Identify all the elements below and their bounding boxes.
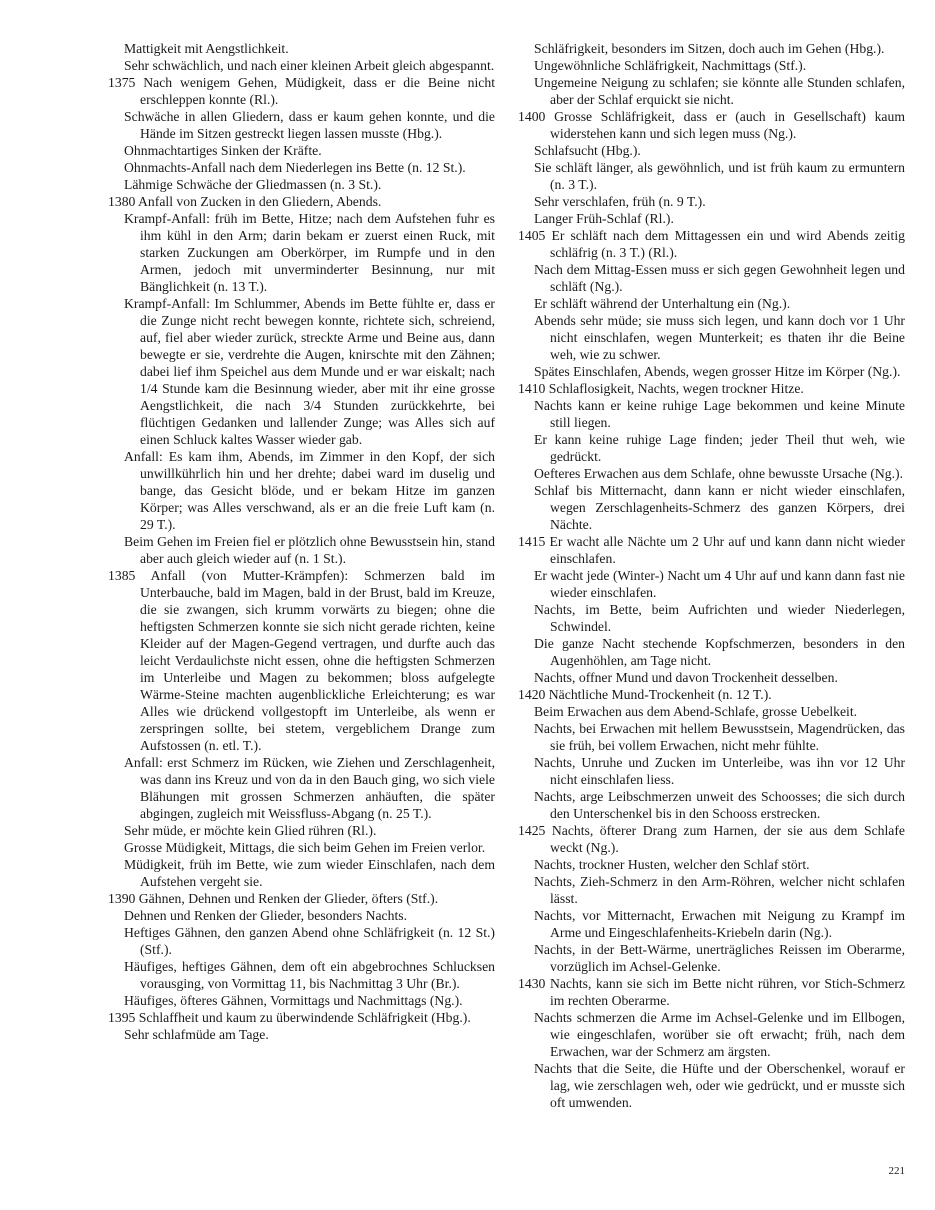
entry-text: Er wacht alle Nächte um 2 Uhr auf und kann dann nicht wieder einschlafen. bbox=[549, 534, 905, 566]
symptom-entry bbox=[518, 975, 905, 1009]
entry-number: 1410 bbox=[518, 381, 546, 396]
page-number: 221 bbox=[888, 1165, 905, 1177]
symptom-entry bbox=[108, 108, 495, 142]
symptom-entry bbox=[108, 907, 495, 924]
entry-number: 1375 bbox=[108, 75, 136, 90]
symptom-entry bbox=[108, 142, 495, 159]
symptom-entry bbox=[518, 465, 905, 482]
symptom-entry bbox=[518, 703, 905, 720]
entry-text: Beim Erwachen aus dem Abend-Schlafe, grosse Uebelkeit. bbox=[534, 704, 858, 719]
symptom-entry bbox=[518, 856, 905, 873]
symptom-entry bbox=[518, 907, 905, 941]
symptom-entry bbox=[108, 567, 495, 754]
entry-text: Grosse Schläfrigkeit, dass er (auch in Gesellschaft) kaum widerstehen kann und sich legen muss (Ng.). bbox=[550, 109, 905, 141]
symptom-entry bbox=[108, 57, 495, 74]
entry-text: Er schläft nach dem Mittagessen ein und wird Abends zeitig schläfrig (n. 3 T.) (Rl.). bbox=[550, 228, 906, 260]
entry-text: Sie schläft länger, als gewöhnlich, und ist früh kaum zu ermuntern (n. 3 T.). bbox=[534, 160, 905, 192]
entry-text: Nachts schmerzen die Arme im Achsel-Gelenke und im Ellbogen, wie eingeschlafen, worüber sie oft erwacht; früh, nach dem Erwachen, war der Schmerz am ärgsten. bbox=[534, 1010, 905, 1059]
symptom-entry bbox=[518, 754, 905, 788]
entry-text: Schlaf bis Mitternacht, dann kann er nicht wieder einschlafen, wegen Zerschlagenheits-Schmerz des ganzen Körpers, drei Nächte. bbox=[534, 483, 905, 532]
symptom-entry bbox=[518, 380, 905, 397]
entry-text: Nachts, kann sie sich im Bette nicht rühren, vor Stich-Schmerz im rechten Oberarme. bbox=[549, 976, 906, 1008]
symptom-entry bbox=[518, 363, 905, 380]
right-column bbox=[518, 40, 905, 1111]
symptom-entry bbox=[108, 533, 495, 567]
symptom-entry bbox=[108, 295, 495, 448]
entry-text: Nachts that die Seite, die Hüfte und der Oberschenkel, worauf er lag, wie zerschlagen weh, oder wie gedrückt, und er musste sich oft umwenden. bbox=[534, 1061, 905, 1110]
symptom-entry bbox=[518, 40, 905, 57]
entry-text: Die ganze Nacht stechende Kopfschmerzen, besonders in den Augenhöhlen, am Tage nicht. bbox=[534, 636, 905, 668]
entry-text: Ungemeine Neigung zu schlafen; sie könnte alle Stunden schlafen, aber der Schlaf erquickt sie nicht. bbox=[534, 75, 905, 107]
symptom-entry bbox=[108, 958, 495, 992]
symptom-entry bbox=[518, 227, 905, 261]
symptom-entry bbox=[518, 193, 905, 210]
symptom-entry bbox=[518, 822, 905, 856]
symptom-entry bbox=[518, 142, 905, 159]
entry-number: 1385 bbox=[108, 568, 136, 583]
symptom-entry bbox=[108, 839, 495, 856]
symptom-entry bbox=[518, 74, 905, 108]
entry-text: Sehr schlafmüde am Tage. bbox=[124, 1027, 269, 1042]
entry-number: 1425 bbox=[518, 823, 546, 838]
entry-text: Schlaflosigkeit, Nachts, wegen trockner Hitze. bbox=[548, 381, 804, 396]
entry-text: Er schläft während der Unterhaltung ein (Ng.). bbox=[534, 296, 791, 311]
symptom-entry bbox=[518, 788, 905, 822]
entry-text: Ungewöhnliche Schläfrigkeit, Nachmittags (Stf.). bbox=[534, 58, 807, 73]
entry-text: Er kann keine ruhige Lage finden; jeder Theil thut weh, wie gedrückt. bbox=[534, 432, 905, 464]
symptom-entry bbox=[518, 482, 905, 533]
symptom-entry bbox=[518, 108, 905, 142]
symptom-entry bbox=[518, 210, 905, 227]
entry-number: 1430 bbox=[518, 976, 546, 991]
entry-text: Abends sehr müde; sie muss sich legen, und kann doch vor 1 Uhr nicht einschlafen, wegen Munterkeit; es thaten ihr die Beine weh, wie zu schwer. bbox=[534, 313, 905, 362]
entry-text: Nachts, Zieh-Schmerz in den Arm-Röhren, welcher nicht schlafen lässt. bbox=[534, 874, 905, 906]
entry-text: Anfall: erst Schmerz im Rücken, wie Ziehen und Zerschlagenheit, was dann ins Kreuz und von da in den Bauch ging, wo sich viele Blähungen mit grossen Schmerzen anhäuften, die später abgingen, zugleich mit Weissfluss-Abgang (n. 25 T.). bbox=[124, 755, 495, 821]
entry-text: Anfall (von Mutter-Krämpfen): Schmerzen bald im Unterbauche, bald im Magen, bald in der Brust, bald im Kreuze, die sie zwangen, sich krumm vorwärts zu biegen; ohne die heftigsten Schmerzen konnte sie sich nicht gerade richten, keine Kleider auf der Magen-Gegend vertragen, und durfte auch das leicht Verdaulichste nicht essen, ohne die heftigsten Schmerzen im Unterleibe und Magen zu bekommen; bloss aufgelegte Wärme-Steine machten augenblickliche Erleichterung; es war Alles wie drückend vollgestopft im Unterleibe, als wenn er zerspringen sollte, bei stetem, vergeblichem Drange zum Aufstossen (n. etl. T.). bbox=[140, 568, 495, 753]
entry-text: Nachts, öfterer Drang zum Harnen, der sie aus dem Schlafe weckt (Ng.). bbox=[550, 823, 906, 855]
symptom-entry bbox=[108, 159, 495, 176]
entry-text: Heftiges Gähnen, den ganzen Abend ohne Schläfrigkeit (n. 12 St.) (Stf.). bbox=[124, 925, 495, 957]
entry-text: Mattigkeit mit Aengstlichkeit. bbox=[124, 41, 289, 56]
entry-text: Sehr schwächlich, und nach einer kleinen Arbeit gleich abgespannt. bbox=[124, 58, 495, 73]
entry-text: Ohnmachtartiges Sinken der Kräfte. bbox=[124, 143, 322, 158]
entry-text: Nachts, vor Mitternacht, Erwachen mit Neigung zu Krampf im Arme und Eingeschlafenheits-Kriebeln darin (Ng.). bbox=[534, 908, 905, 940]
symptom-entry bbox=[108, 176, 495, 193]
symptom-entry bbox=[518, 601, 905, 635]
left-column bbox=[108, 40, 495, 1043]
symptom-entry bbox=[108, 74, 495, 108]
entry-text: Nachts, offner Mund und davon Trockenheit desselben. bbox=[534, 670, 838, 685]
entry-text: Nach dem Mittag-Essen muss er sich gegen Gewohnheit legen und schläft (Ng.). bbox=[534, 262, 905, 294]
symptom-entry bbox=[518, 1009, 905, 1060]
entry-text: Spätes Einschlafen, Abends, wegen grosser Hitze im Körper (Ng.). bbox=[534, 364, 901, 379]
symptom-entry bbox=[518, 567, 905, 601]
entry-number: 1400 bbox=[518, 109, 546, 124]
entry-text: Oefteres Erwachen aus dem Schlafe, ohne bewusste Ursache (Ng.). bbox=[534, 466, 904, 481]
symptom-entry bbox=[518, 431, 905, 465]
entry-text: Nach wenigem Gehen, Müdigkeit, dass er die Beine nicht erschleppen konnte (Rl.). bbox=[140, 75, 496, 107]
entry-number: 1415 bbox=[518, 534, 546, 549]
entry-number: 1395 bbox=[108, 1010, 136, 1025]
entry-text: Nachts, bei Erwachen mit hellem Bewusstsein, Magendrücken, das sie früh, bei vollem Erwachen, nicht mehr fühlte. bbox=[534, 721, 905, 753]
entry-text: Beim Gehen im Freien fiel er plötzlich ohne Bewusstsein hin, stand aber auch gleich wieder auf (n. 1 St.). bbox=[124, 534, 495, 566]
entry-text: Nächtliche Mund-Trockenheit (n. 12 T.). bbox=[548, 687, 772, 702]
entry-text: Schläfrigkeit, besonders im Sitzen, doch auch im Gehen (Hbg.). bbox=[534, 41, 885, 56]
symptom-entry bbox=[518, 533, 905, 567]
symptom-entry bbox=[108, 992, 495, 1009]
entry-text: Anfall von Zucken in den Gliedern, Abends. bbox=[138, 194, 382, 209]
symptom-entry bbox=[518, 312, 905, 363]
symptom-entry bbox=[108, 1026, 495, 1043]
symptom-entry bbox=[518, 635, 905, 669]
entry-number: 1390 bbox=[108, 891, 136, 906]
symptom-entry bbox=[108, 754, 495, 822]
symptom-entry bbox=[518, 669, 905, 686]
entry-number: 1420 bbox=[518, 687, 546, 702]
symptom-entry bbox=[108, 822, 495, 839]
symptom-entry bbox=[518, 159, 905, 193]
symptom-entry bbox=[108, 856, 495, 890]
entry-text: Gähnen, Dehnen und Renken der Glieder, öfters (Stf.). bbox=[138, 891, 439, 906]
symptom-entry bbox=[108, 1009, 495, 1026]
entry-text: Anfall: Es kam ihm, Abends, im Zimmer in den Kopf, der sich unwillkührlich hin und her drehte; dabei ward im duselig und bange, das Gesicht blöde, und er bekam Hitze im ganzen Körper; was Alles verschwand, als er an die freie Luft kam (n. 29 T.). bbox=[124, 449, 495, 532]
entry-text: Dehnen und Renken der Glieder, besonders Nachts. bbox=[124, 908, 407, 923]
entry-text: Schlafsucht (Hbg.). bbox=[534, 143, 641, 158]
symptom-entry bbox=[108, 890, 495, 907]
entry-text: Schwäche in allen Gliedern, dass er kaum gehen konnte, und die Hände im Sitzen gestreckt liegen lassen musste (Hbg.). bbox=[124, 109, 495, 141]
entry-text: Krampf-Anfall: früh im Bette, Hitze; nach dem Aufstehen fuhr es ihm kühl in den Arm; darin bekam er zuerst einen Ruck, mit starken Zuckungen am Oberkörper, im Rumpfe und in den Armen, jedoch mit unverminderter Besinnung, nur mit Bänglichkeit (n. 13 T.). bbox=[124, 211, 495, 294]
symptom-entry bbox=[108, 448, 495, 533]
entry-text: Sehr verschlafen, früh (n. 9 T.). bbox=[534, 194, 706, 209]
entry-number: 1380 bbox=[108, 194, 136, 209]
entry-text: Lähmige Schwäche der Gliedmassen (n. 3 St.). bbox=[124, 177, 382, 192]
entry-text: Schlaffheit und kaum zu überwindende Schläfrigkeit (Hbg.). bbox=[138, 1010, 471, 1025]
symptom-entry bbox=[518, 57, 905, 74]
entry-text: Er wacht jede (Winter-) Nacht um 4 Uhr auf und kann dann fast nie wieder einschlafen. bbox=[534, 568, 905, 600]
entry-text: Nachts, in der Bett-Wärme, unerträgliches Reissen im Oberarme, vorzüglich im Achsel-Gelenke. bbox=[534, 942, 905, 974]
entry-text: Krampf-Anfall: Im Schlummer, Abends im Bette fühlte er, dass er die Zunge nicht recht bewegen konnte, richtete sich, schreiend, auf, fiel aber wieder zurück, streckte Arme und Beine aus, dann bewegte er sie, verdrehte die Augen, knirschte mit den Zähnen; dabei lief ihm Speichel aus dem Munde und er war eiskalt; nach 1/4 Stunde kam die Besinnung wieder, aber mit ihr eine grosse Aengstlichkeit, die nach 3/4 Stunden zurückkehrte, bei flüchtigen Gedanken und lallender Zunge; was Alles sich auf einen Schluck kaltes Wasser wieder gab. bbox=[124, 296, 495, 447]
symptom-entry bbox=[518, 295, 905, 312]
entry-text: Nachts, Unruhe und Zucken im Unterleibe, was ihn vor 12 Uhr nicht einschlafen liess. bbox=[534, 755, 905, 787]
entry-text: Nachts, trockner Husten, welcher den Schlaf stört. bbox=[534, 857, 810, 872]
entry-text: Grosse Müdigkeit, Mittags, die sich beim Gehen im Freien verlor. bbox=[124, 840, 486, 855]
entry-text: Nachts kann er keine ruhige Lage bekommen und keine Minute still liegen. bbox=[534, 398, 905, 430]
symptom-entry bbox=[518, 941, 905, 975]
symptom-entry bbox=[518, 873, 905, 907]
symptom-entry bbox=[518, 720, 905, 754]
symptom-entry bbox=[108, 40, 495, 57]
entry-text: Sehr müde, er möchte kein Glied rühren (Rl.). bbox=[124, 823, 377, 838]
symptom-entry bbox=[518, 1060, 905, 1111]
entry-text: Häufiges, öfteres Gähnen, Vormittags und Nachmittags (Ng.). bbox=[124, 993, 463, 1008]
entry-text: Nachts, im Bette, beim Aufrichten und wieder Niederlegen, Schwindel. bbox=[534, 602, 905, 634]
symptom-entry bbox=[108, 193, 495, 210]
symptom-entry bbox=[518, 686, 905, 703]
symptom-entry bbox=[518, 261, 905, 295]
entry-text: Nachts, arge Leibschmerzen unweit des Schoosses; die sich durch den Unterschenkel bis in den Schooss erstrecken. bbox=[534, 789, 905, 821]
entry-text: Häufiges, heftiges Gähnen, dem oft ein abgebrochnes Schlucksen vorausging, von Vormittag 11, bis Nachmittag 3 Uhr (Br.). bbox=[124, 959, 495, 991]
entry-number: 1405 bbox=[518, 228, 546, 243]
symptom-entry bbox=[108, 924, 495, 958]
entry-text: Ohnmachts-Anfall nach dem Niederlegen ins Bette (n. 12 St.). bbox=[124, 160, 466, 175]
symptom-entry bbox=[518, 397, 905, 431]
entry-text: Müdigkeit, früh im Bette, wie zum wieder Einschlafen, nach dem Aufstehen vergeht sie. bbox=[124, 857, 495, 889]
entry-text: Langer Früh-Schlaf (Rl.). bbox=[534, 211, 674, 226]
symptom-entry bbox=[108, 210, 495, 295]
